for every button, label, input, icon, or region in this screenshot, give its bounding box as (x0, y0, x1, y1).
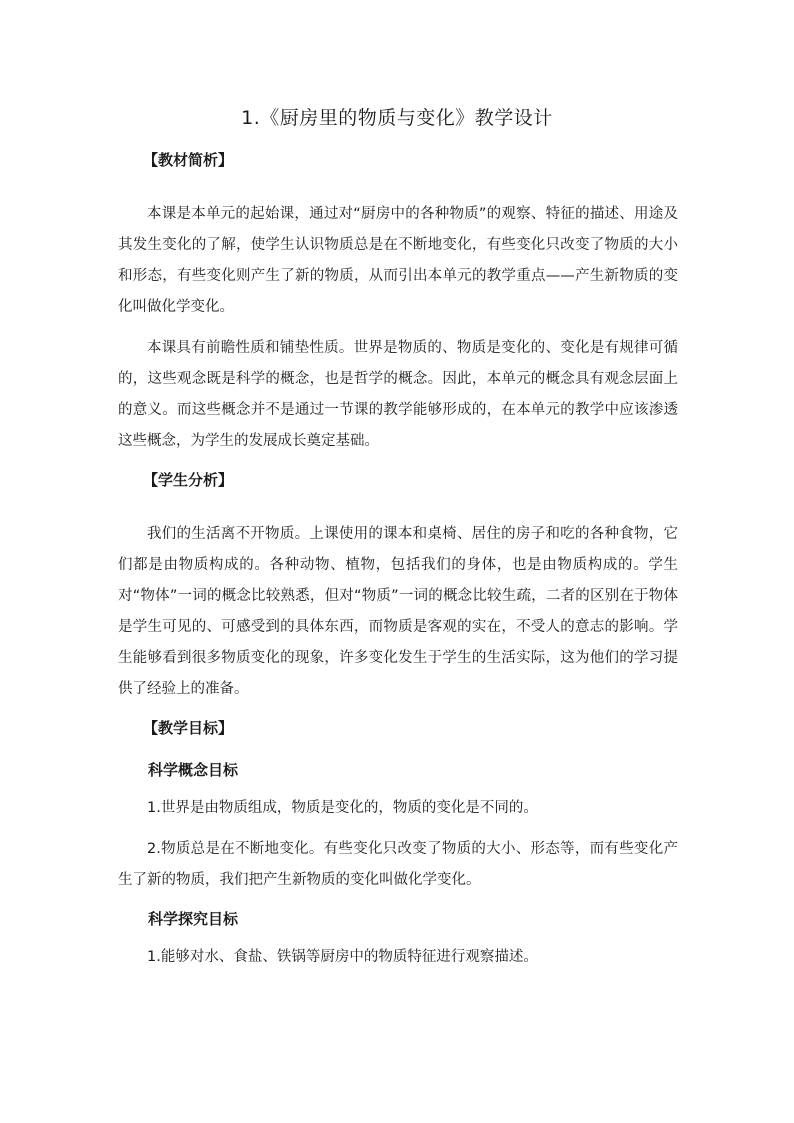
paragraph-material-analysis-1: 本课是本单元的起始课，通过对“厨房中的各种物质”的观察、特征的描述、用途及其发生变化的了解，使学生认识物质总是在不断地变化，有些变化只改变了物质的大小和形态，有些变化则产生了新的物质，从而引出本单元的教学重点——产生新物质的变化叫做化学变化。 (118, 206, 678, 315)
paragraph-material-analysis-2: 本课具有前瞻性质和铺垫性质。世界是物质的、物质是变化的、变化是有规律可循的，这些观念既是科学的概念，也是哲学的概念。因此，本单元的概念具有观念层面上的意义。而这些概念并不是通过一节课的教学能够形成的，在本单元的教学中应该渗透这些概念，为学生的发展成长奠定基础。 (118, 340, 678, 449)
section-heading-student-analysis: 【学生分析】 (143, 471, 234, 489)
document-title: 1.《厨房里的物质与变化》教学设计 (241, 107, 553, 129)
subheading-science-concept: 科学概念目标 (148, 761, 239, 779)
subheading-science-inquiry: 科学探究目标 (148, 910, 239, 928)
goal-item-concept-2: 2.物质总是在不断地变化。有些变化只改变了物质的大小、形态等，而有些变化产生了新的物质，我们把产生新物质的变化叫做化学变化。 (118, 841, 678, 888)
document-body (118, 147, 678, 973)
paragraph-student-analysis-1: 我们的生活离不开物质。上课使用的课本和桌椅、居住的房子和吃的各种食物，它们都是由物质构成的。各种动物、植物，包括我们的身体，也是由物质构成的。学生对“物体”一词的概念比较熟悉，但对“物质”一词的概念比较生疏，二者的区别在于物体是学生可见的、可感受到的具体东西，而物质是客观的实在，不受人的意志的影响。学生能够看到很多物质变化的现象，许多变化发生于学生的生活实际，这为他们的学习提供了经验上的准备。 (118, 526, 678, 697)
section-heading-material-analysis: 【教材简析】 (143, 151, 234, 169)
goal-item-concept-1: 1.世界是由物质组成，物质是变化的，物质的变化是不同的。 (147, 800, 538, 816)
section-heading-teaching-goals: 【教学目标】 (143, 719, 234, 737)
goal-item-inquiry-1: 1.能够对水、食盐、铁锅等厨房中的物质特征进行观察描述。 (147, 949, 538, 965)
